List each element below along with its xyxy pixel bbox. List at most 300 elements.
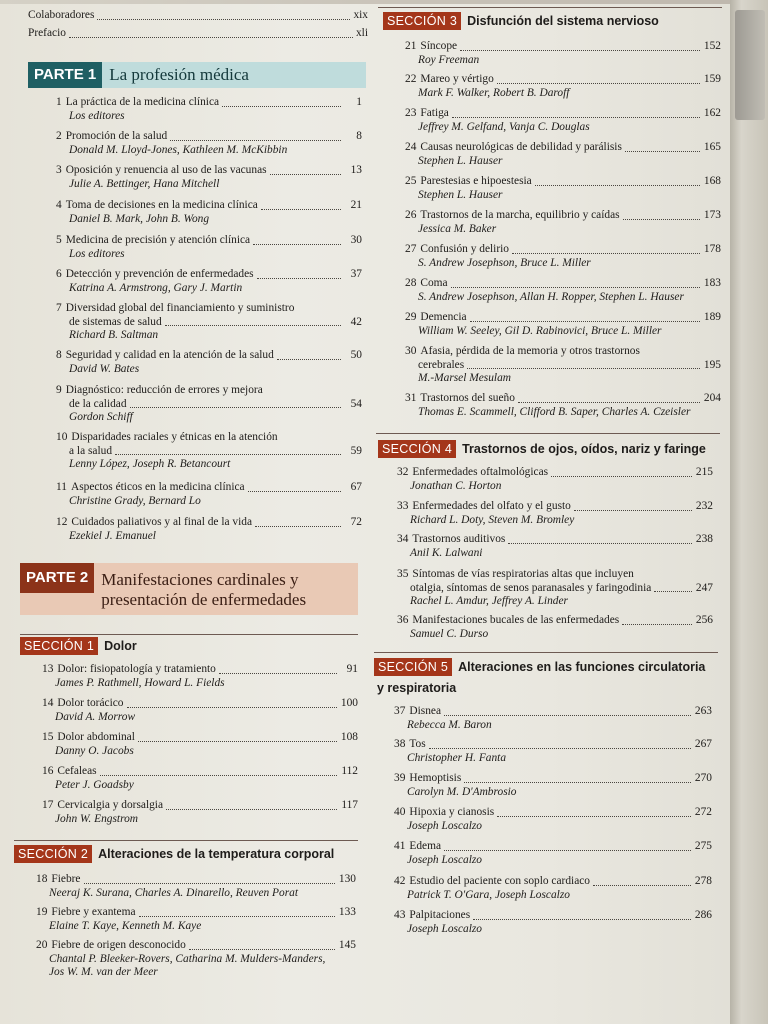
chapter-title: Disnea: [409, 705, 442, 717]
toc-entry: [405, 40, 721, 67]
section-title: Trastornos de ojos, oídos, nariz y faringe: [462, 442, 706, 456]
chapter-title: Palpitaciones: [409, 909, 471, 921]
chapter-title: Fiebre y exantema: [51, 906, 136, 918]
page-number: 204: [703, 392, 721, 404]
page-number: 270: [694, 772, 712, 784]
chapter-number: 11: [56, 481, 67, 493]
toc-entry: [405, 141, 721, 168]
toc-entry: [394, 772, 712, 799]
chapter-authors: Chantal P. Bleeker-Rovers, Catharina M. Mulders-Manders,: [49, 952, 326, 965]
leader-dots: [261, 209, 341, 210]
page-number: 183: [703, 277, 721, 289]
leader-dots: [535, 185, 700, 186]
page-number: 238: [695, 533, 713, 545]
section-title: Disfunción del sistema nervioso: [467, 14, 659, 28]
chapter-authors: Joseph Loscalzo: [407, 853, 482, 866]
chapter-title: Síntomas de vías respiratorias altas que incluyen: [412, 568, 634, 580]
page-number: 117: [341, 799, 358, 811]
chapter-number: 15: [42, 731, 54, 743]
chapter-number: 10: [56, 431, 68, 443]
chapter-number: 4: [56, 199, 62, 211]
seccion-3-heading: [383, 12, 659, 30]
chapter-title: Aspectos éticos en la medicina clínica: [70, 481, 245, 493]
chapter-authors: Donald M. Lloyd-Jones, Kathleen M. McKibbin: [69, 143, 288, 156]
chapter-authors: M.-Marsel Mesulam: [418, 372, 512, 384]
front-item-page: xli: [355, 27, 368, 39]
chapter-title: Mareo y vértigo: [420, 73, 494, 85]
leader-dots: [444, 850, 691, 851]
leader-dots: [253, 244, 341, 245]
seccion-2-heading: [14, 845, 334, 863]
page-number: 8: [356, 130, 362, 142]
seccion-4-heading: [378, 440, 706, 458]
chapter-number: 36: [397, 614, 409, 626]
toc-entry: [56, 481, 362, 508]
chapter-authors: Ezekiel J. Emanuel: [69, 529, 156, 542]
chapter-number: 35: [397, 568, 409, 580]
chapter-number: 29: [405, 311, 417, 323]
page-number: 42: [350, 315, 362, 328]
parte-title: Manifestaciones cardinales y presentación de enfermedades: [101, 570, 307, 609]
toc-entry: [56, 164, 362, 191]
chapter-number: 18: [36, 873, 48, 885]
chapter-title: Cefaleas: [57, 765, 97, 777]
toc-entry: [56, 199, 362, 226]
chapter-title: Medicina de precisión y atención clínica: [65, 234, 251, 246]
front-item-prefacio: [28, 27, 368, 41]
chapter-title: Trastornos del sueño: [420, 392, 515, 404]
leader-dots: [622, 624, 692, 625]
leader-dots: [139, 916, 335, 917]
seccion-1-heading: [20, 637, 137, 655]
seccion-5-heading: [374, 658, 705, 676]
toc-entry: [394, 875, 712, 902]
chapter-title: Edema: [409, 840, 442, 852]
section-title: Alteraciones de la temperatura corporal: [98, 847, 335, 861]
page-number: 173: [703, 209, 721, 221]
toc-entry: [56, 96, 362, 123]
leader-dots: [574, 510, 692, 511]
section-rule: [378, 7, 722, 8]
chapter-title: Cervicalgia y dorsalgia: [57, 799, 164, 811]
toc-entry: [56, 349, 362, 376]
leader-dots: [497, 816, 691, 817]
chapter-number: 1: [56, 96, 62, 108]
chapter-number: 27: [405, 243, 417, 255]
page-number: 72: [350, 516, 362, 528]
top-page-edge: [0, 0, 730, 4]
leader-dots: [470, 321, 700, 322]
chapter-authors: David W. Bates: [69, 362, 140, 375]
chapter-authors: Jonathan C. Horton: [410, 479, 502, 492]
leader-dots: [270, 174, 341, 175]
page-number: 91: [346, 663, 358, 675]
chapter-title: Diagnóstico: reducción de errores y mejora: [65, 384, 263, 396]
chapter-authors: David A. Morrow: [55, 710, 136, 723]
toc-entry: [405, 107, 721, 134]
page-number: 247: [695, 581, 713, 594]
front-item-colaboradores: [28, 9, 368, 23]
toc-entry: [394, 840, 712, 867]
toc-entry: [42, 731, 358, 758]
leader-dots: [467, 368, 700, 369]
chapter-title: Hipoxia y cianosis: [409, 806, 495, 818]
parte-1-banner: [28, 62, 366, 88]
chapter-title: Disparidades raciales y étnicas en la atención: [71, 431, 278, 443]
leader-dots: [451, 287, 700, 288]
chapter-number: 17: [42, 799, 54, 811]
chapter-number: 41: [394, 840, 406, 852]
page-number: 278: [694, 875, 712, 887]
section-label: SECCIÓN 5: [374, 658, 452, 676]
parte-2-banner: [20, 563, 358, 615]
leader-dots: [115, 454, 341, 455]
leader-dots: [429, 748, 691, 749]
page-number: 165: [703, 141, 721, 153]
leader-dots: [473, 919, 691, 920]
toc-entry: [405, 209, 721, 236]
page-number: 133: [338, 906, 356, 918]
chapter-authors: Danny O. Jacobs: [55, 744, 134, 757]
chapter-authors: Lenny López, Joseph R. Betancourt: [69, 458, 231, 470]
chapter-number: 6: [56, 268, 62, 280]
chapter-number: 42: [394, 875, 406, 887]
toc-entry: [394, 705, 712, 732]
chapter-authors: Richard B. Saltman: [69, 329, 159, 341]
chapter-number: 25: [405, 175, 417, 187]
chapter-title: Fatiga: [420, 107, 449, 119]
leader-dots: [257, 278, 341, 279]
section-rule: [374, 652, 718, 653]
chapter-authors: Thomas E. Scammell, Clifford B. Saper, Charles A. Czeisler: [418, 405, 691, 418]
page-number: 21: [350, 199, 362, 211]
toc-entry: [42, 765, 358, 792]
chapter-title: Enfermedades oftalmológicas: [412, 466, 549, 478]
page-number: 272: [694, 806, 712, 818]
chapter-number: 40: [394, 806, 406, 818]
chapter-title: Hemoptisis: [409, 772, 462, 784]
page-number: 145: [338, 939, 356, 951]
page-number: 59: [350, 444, 362, 457]
section-title-continued: y respiratoria: [377, 681, 457, 695]
chapter-number: 14: [42, 697, 54, 709]
page-number: 152: [703, 40, 721, 52]
chapter-number: 12: [56, 516, 68, 528]
page-number: 162: [703, 107, 721, 119]
chapter-title: Diversidad global del financiamiento y suministro: [65, 302, 295, 314]
leader-dots: [460, 50, 700, 51]
chapter-authors: S. Andrew Josephson, Allan H. Ropper, Stephen L. Hauser: [418, 290, 684, 303]
toc-entry: [405, 311, 721, 338]
toc-entry: [36, 873, 356, 900]
leader-dots: [444, 715, 691, 716]
section-label: SECCIÓN 2: [14, 845, 92, 863]
section-title: Dolor: [104, 639, 137, 653]
page-number: 37: [350, 268, 362, 280]
chapter-title: Detección y prevención de enfermedades: [65, 268, 254, 280]
leader-dots: [255, 526, 341, 527]
chapter-number: 22: [405, 73, 417, 85]
chapter-authors: Rebecca M. Baron: [407, 718, 492, 731]
toc-entry: [397, 614, 713, 641]
chapter-number: 5: [56, 234, 62, 246]
chapter-number: 19: [36, 906, 48, 918]
chapter-authors: Joseph Loscalzo: [407, 819, 482, 832]
chapter-authors: James P. Rathmell, Howard L. Fields: [55, 676, 225, 689]
chapter-title: Cuidados paliativos y al final de la vida: [71, 516, 253, 528]
toc-entry: [405, 277, 721, 304]
chapter-title: Demencia: [420, 311, 467, 323]
toc-entry: [42, 799, 358, 826]
chapter-number: 34: [397, 533, 409, 545]
chapter-number: 31: [405, 392, 417, 404]
leader-dots: [654, 591, 692, 592]
chapter-title: Enfermedades del olfato y el gusto: [412, 500, 571, 512]
chapter-authors: Richard L. Doty, Steven M. Bromley: [410, 513, 575, 526]
chapter-authors: Mark F. Walker, Robert B. Daroff: [418, 86, 570, 99]
leader-dots: [464, 782, 691, 783]
chapter-number: 28: [405, 277, 417, 289]
thumb-index-tab: [735, 10, 765, 120]
section-title: Alteraciones en las funciones circulatoria: [458, 660, 706, 674]
chapter-title: Causas neurológicas de debilidad y parálisis: [420, 141, 622, 153]
chapter-title: Fiebre: [51, 873, 81, 885]
page-number: 112: [341, 765, 358, 777]
chapter-title: La práctica de la medicina clínica: [65, 96, 220, 108]
page-number: 275: [694, 840, 712, 852]
toc-entry: [394, 909, 712, 936]
chapter-title: Tos: [409, 738, 426, 750]
chapter-authors: Neeraj K. Surana, Charles A. Dinarello, Reuven Porat: [49, 886, 298, 899]
chapter-title: Estudio del paciente con soplo cardiaco: [409, 875, 590, 887]
chapter-title: Dolor abdominal: [57, 731, 135, 743]
page-edge-shadow: [730, 0, 768, 1024]
chapter-title: Oposición y renuencia al uso de las vacunas: [65, 164, 267, 176]
toc-entry: [405, 243, 721, 270]
chapter-number: 37: [394, 705, 406, 717]
page-number: 30: [350, 234, 362, 246]
chapter-title: Manifestaciones bucales de las enfermedades: [412, 614, 620, 626]
chapter-authors: Stephen L. Hauser: [418, 154, 503, 167]
page-number: 267: [694, 738, 712, 750]
chapter-number: 23: [405, 107, 417, 119]
chapter-authors: Jessica M. Baker: [418, 222, 497, 235]
toc-entry: [56, 516, 362, 543]
front-item-title: Colaboradores: [28, 9, 95, 21]
chapter-number: 16: [42, 765, 54, 777]
toc-entry: [394, 738, 712, 765]
chapter-number: 30: [405, 345, 417, 357]
toc-entry: [405, 175, 721, 202]
toc-entry: [56, 268, 362, 295]
chapter-title: Seguridad y calidad en la atención de la salud: [65, 349, 274, 361]
leader-dots: [222, 106, 341, 107]
toc-entry: [394, 806, 712, 833]
section-rule: [376, 433, 720, 434]
leader-dots: [248, 491, 341, 492]
leader-dots: [130, 407, 341, 408]
toc-entry: [56, 384, 362, 425]
page-number: 130: [338, 873, 356, 885]
page-number: 178: [703, 243, 721, 255]
page-number: 168: [703, 175, 721, 187]
section-label: SECCIÓN 4: [378, 440, 456, 458]
section-label: SECCIÓN 3: [383, 12, 461, 30]
toc-entry: [56, 234, 362, 261]
chapter-authors: Katrina A. Armstrong, Gary J. Martin: [69, 281, 243, 294]
chapter-authors: Julie A. Bettinger, Hana Mitchell: [69, 177, 220, 190]
page-number: 108: [340, 731, 358, 743]
chapter-title: Dolor: fisiopatología y tratamiento: [57, 663, 216, 675]
page-number: 67: [350, 481, 362, 493]
chapter-authors: Christine Grady, Bernard Lo: [69, 494, 201, 507]
toc-entry: [405, 345, 721, 386]
chapter-authors: Daniel B. Mark, John B. Wong: [69, 212, 210, 225]
leader-dots: [452, 117, 700, 118]
parte-label: PARTE 2: [20, 563, 94, 593]
leader-dots: [551, 476, 692, 477]
chapter-authors: Joseph Loscalzo: [407, 922, 482, 935]
chapter-title: Promoción de la salud: [65, 130, 168, 142]
chapter-authors: Carolyn M. D'Ambrosio: [407, 785, 517, 798]
chapter-authors: Christopher H. Fanta: [407, 751, 507, 764]
chapter-authors-continued: Jos W. M. van der Meer: [49, 966, 158, 978]
leader-dots: [138, 741, 337, 742]
chapter-title: de sistemas de salud: [69, 315, 162, 328]
chapter-title: Síncope: [420, 40, 458, 52]
page-number: 159: [703, 73, 721, 85]
leader-dots: [219, 673, 337, 674]
chapter-number: 43: [394, 909, 406, 921]
leader-dots: [518, 402, 700, 403]
chapter-number: 20: [36, 939, 48, 951]
leader-dots: [512, 253, 700, 254]
toc-entry: [36, 939, 356, 980]
chapter-number: 24: [405, 141, 417, 153]
leader-dots: [170, 140, 341, 141]
chapter-title: Confusión y delirio: [420, 243, 509, 255]
page-number: 256: [695, 614, 713, 626]
toc-entry: [397, 500, 713, 527]
page-number: 189: [703, 311, 721, 323]
chapter-number: 32: [397, 466, 409, 478]
leader-dots: [625, 151, 700, 152]
chapter-authors: John W. Engstrom: [55, 812, 139, 825]
chapter-authors: Los editores: [69, 109, 125, 122]
page-number: 263: [694, 705, 712, 717]
chapter-authors: Patrick T. O'Gara, Joseph Loscalzo: [407, 888, 570, 901]
page-number: 13: [350, 164, 362, 176]
chapter-authors: S. Andrew Josephson, Bruce L. Miller: [418, 256, 591, 269]
toc-entry: [42, 697, 358, 724]
section-label: SECCIÓN 1: [20, 637, 98, 655]
leader-dots: [623, 219, 700, 220]
leader-dots: [165, 325, 341, 326]
chapter-number: 13: [42, 663, 54, 675]
chapter-authors: Roy Freeman: [418, 53, 480, 66]
chapter-title: Fiebre de origen desconocido: [51, 939, 186, 951]
toc-entry: [397, 568, 713, 609]
chapter-title: Afasia, pérdida de la memoria y otros trastornos: [420, 345, 640, 357]
section-rule: [14, 840, 358, 841]
chapter-authors: Gordon Schiff: [69, 411, 133, 423]
toc-entry: [56, 130, 362, 157]
toc-entry: [36, 906, 356, 933]
chapter-number: 39: [394, 772, 406, 784]
page-number: 54: [350, 397, 362, 410]
chapter-authors: Jeffrey M. Gelfand, Vanja C. Douglas: [418, 120, 590, 133]
chapter-number: 21: [405, 40, 417, 52]
parte-label: PARTE 1: [28, 62, 102, 88]
toc-entry: [42, 663, 358, 690]
page-number: 215: [695, 466, 713, 478]
leader-dots: [100, 775, 337, 776]
toc-entry: [397, 533, 713, 560]
chapter-number: 33: [397, 500, 409, 512]
chapter-authors: Stephen L. Hauser: [418, 188, 503, 201]
toc-entry: [405, 392, 721, 419]
leader-dots: [84, 883, 336, 884]
chapter-number: 38: [394, 738, 406, 750]
leader-dots: [593, 885, 691, 886]
toc-entry: [397, 466, 713, 493]
leader-dots: [497, 83, 700, 84]
chapter-authors: Los editores: [69, 247, 125, 260]
chapter-title: cerebrales: [418, 358, 465, 371]
page-number: 232: [695, 500, 713, 512]
front-item-page: xix: [353, 9, 368, 21]
chapter-authors: Elaine T. Kaye, Kenneth M. Kaye: [49, 919, 202, 932]
chapter-title: Dolor torácico: [57, 697, 124, 709]
page-number: 195: [703, 358, 721, 371]
chapter-title: Trastornos de la marcha, equilibrio y caídas: [420, 209, 620, 221]
chapter-title: Trastornos auditivos: [412, 533, 506, 545]
parte-title: La profesión médica: [109, 65, 249, 84]
page-number: 100: [340, 697, 358, 709]
leader-dots: [277, 359, 341, 360]
chapter-number: 8: [56, 349, 62, 361]
leader-dots: [166, 809, 337, 810]
chapter-authors: Anil K. Lalwani: [410, 546, 483, 559]
toc-entry: [405, 73, 721, 100]
toc-entry: [56, 431, 362, 472]
leader-dots: [127, 707, 338, 708]
page-number: 50: [350, 349, 362, 361]
chapter-title: de la calidad: [69, 397, 127, 410]
chapter-title: Coma: [420, 277, 448, 289]
chapter-authors: Rachel L. Amdur, Jeffrey A. Linder: [410, 595, 568, 607]
page-number: 1: [356, 96, 362, 108]
section-rule: [20, 634, 358, 635]
chapter-title: a la salud: [69, 444, 113, 457]
page-number: 286: [694, 909, 712, 921]
front-item-title: Prefacio: [28, 27, 66, 39]
leader-dots: [189, 949, 335, 950]
chapter-title: Toma de decisiones en la medicina clínica: [65, 199, 258, 211]
chapter-number: 9: [56, 384, 62, 396]
chapter-number: 26: [405, 209, 417, 221]
chapter-authors: Samuel C. Durso: [410, 627, 489, 640]
chapter-title: otalgia, síntomas de senos paranasales y faringodinia: [410, 581, 652, 594]
chapter-authors: Peter J. Goadsby: [55, 778, 134, 791]
chapter-number: 3: [56, 164, 62, 176]
chapter-number: 7: [56, 302, 62, 314]
chapter-authors: William W. Seeley, Gil D. Rabinovici, Bruce L. Miller: [418, 324, 662, 337]
leader-dots: [508, 543, 692, 544]
chapter-number: 2: [56, 130, 62, 142]
toc-entry: [56, 302, 362, 343]
chapter-title: Parestesias e hipoestesia: [420, 175, 532, 187]
